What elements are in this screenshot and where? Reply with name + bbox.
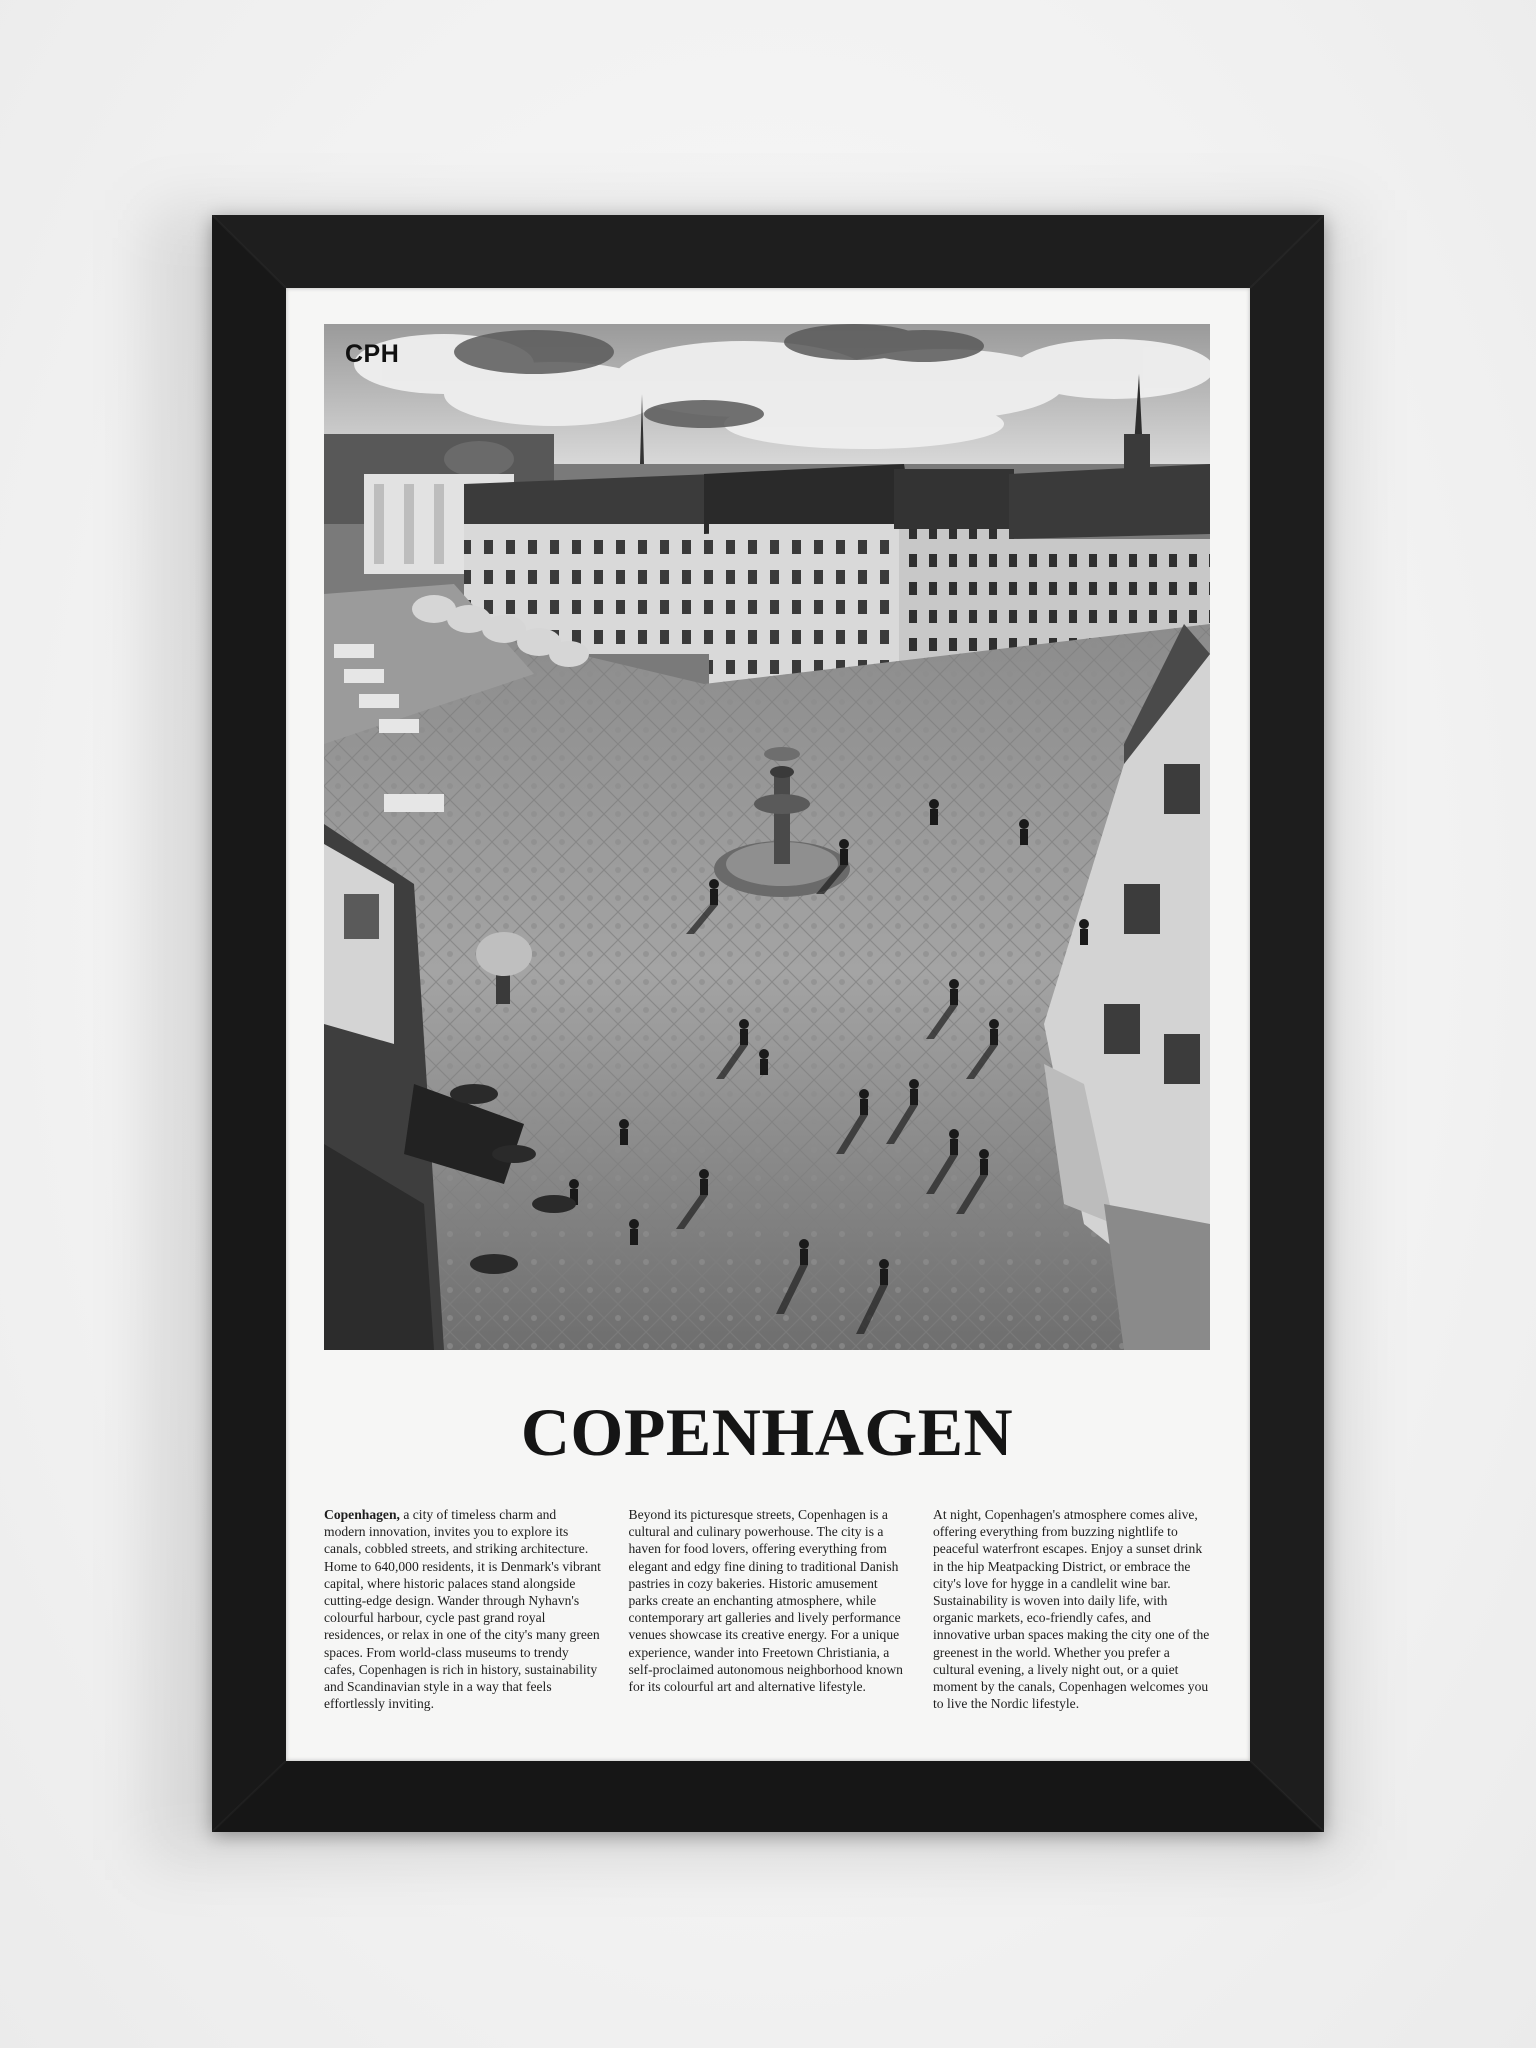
column-2-body: Beyond its picturesque streets, Copenhagen is a cultural and culinary powerhouse. The city is a haven for food lovers, offering everything from elegant and edgy fine dining to traditional Danish pastries in cozy bakeries. Historic amusement parks create an enchanting atmosphere, while contemporary art galleries and lively performance venues showcase its creative energy. For a unique experience, wander into Freetown Christiania, a self-proclaimed autonomous neighborhood known for its colourful art and alternative lifestyle.: [628, 1507, 903, 1695]
text-column-1: [324, 1506, 601, 1712]
city-square-photo: [324, 324, 1210, 1350]
column-1-body: a city of timeless charm and modern innovation, invites you to explore its canals, cobbled streets, and striking architecture. Home to 640,000 residents, it is Denmark's vibrant capital, where historic palaces stand alongside cutting-edge design. Wander through Nyhavn's colourful harbour, cycle past grand royal residences, or relax in one of the city's many green spaces. From world-class museums to trendy cafes, Copenhagen is rich in history, sustainability and Scandinavian style in a way that feels effortlessly inviting.: [324, 1507, 601, 1712]
photo-illustration: [324, 324, 1210, 1350]
text-column-3: [933, 1506, 1210, 1712]
photo-label-cph: CPH: [345, 340, 400, 368]
column-1-lead: Copenhagen,: [324, 1507, 400, 1522]
poster-title: COPENHAGEN: [520, 1394, 1014, 1470]
text-column-2: [629, 1506, 906, 1712]
column-3-body: At night, Copenhagen's atmosphere comes alive, offering everything from buzzing nightlife to peaceful waterfront escapes. Enjoy a sunset drink in the hip Meatpacking District, or embrace the city's love for hygge in a candlelit wine bar. Sustainability is woven into daily life, with organic markets, eco-friendly cafes, and innovative urban spaces making the city one of the greenest in the world. Whether you prefer a cultural evening, a lively night out, or a quiet moment by the canals, Copenhagen welcomes you to live the Nordic lifestyle.: [933, 1507, 1210, 1712]
text-columns: [324, 1506, 1210, 1712]
